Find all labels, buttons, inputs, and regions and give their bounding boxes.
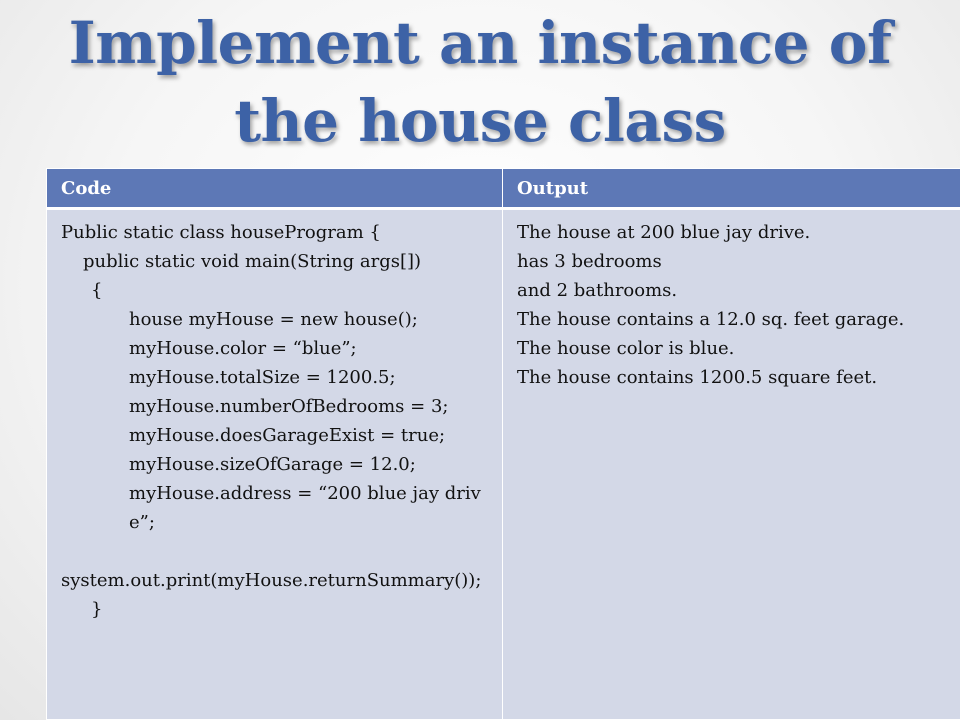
table-row: [47, 209, 960, 720]
slide-title: [0, 0, 960, 166]
code-line-garage-size: myHouse.sizeOfGarage = 12.0;: [129, 454, 416, 475]
slide-title-line-2: the house class: [234, 87, 726, 155]
code-line-new-house: house myHouse = new house();: [129, 309, 418, 330]
code-line-close-brace: }: [91, 599, 103, 620]
code-line-garage-exist: myHouse.doesGarageExist = true;: [129, 425, 446, 446]
code-blank-line: [61, 537, 488, 566]
output-line-garage: The house contains a 12.0 sq. feet garage.: [517, 309, 905, 330]
output-line-color: The house color is blue.: [517, 338, 735, 359]
code-column-header: Code: [47, 169, 503, 209]
output-line-bedrooms: has 3 bedrooms: [517, 251, 662, 272]
slide-title-line-1: Implement an instance of: [68, 9, 892, 77]
table-header-row: [47, 169, 960, 209]
code-cell: [47, 209, 503, 720]
code-line-class-declaration: Public static class houseProgram {: [61, 222, 381, 243]
output-column-header: Output: [503, 169, 960, 209]
output-cell: [503, 209, 960, 720]
output-line-square-feet: The house contains 1200.5 square feet.: [517, 367, 878, 388]
code-line-print: system.out.print(myHouse.returnSummary());: [61, 570, 482, 591]
code-line-open-brace: {: [91, 280, 103, 301]
output-line-address: The house at 200 blue jay drive.: [517, 222, 811, 243]
code-output-table: [46, 168, 960, 720]
code-line-bedrooms: myHouse.numberOfBedrooms = 3;: [129, 396, 449, 417]
code-line-main-method: public static void main(String args[]): [83, 251, 422, 272]
code-line-address: myHouse.address = “200 blue jay drive”;: [129, 483, 481, 533]
code-line-total-size: myHouse.totalSize = 1200.5;: [129, 367, 396, 388]
code-line-color: myHouse.color = “blue”;: [129, 338, 357, 359]
output-line-bathrooms: and 2 bathrooms.: [517, 280, 678, 301]
